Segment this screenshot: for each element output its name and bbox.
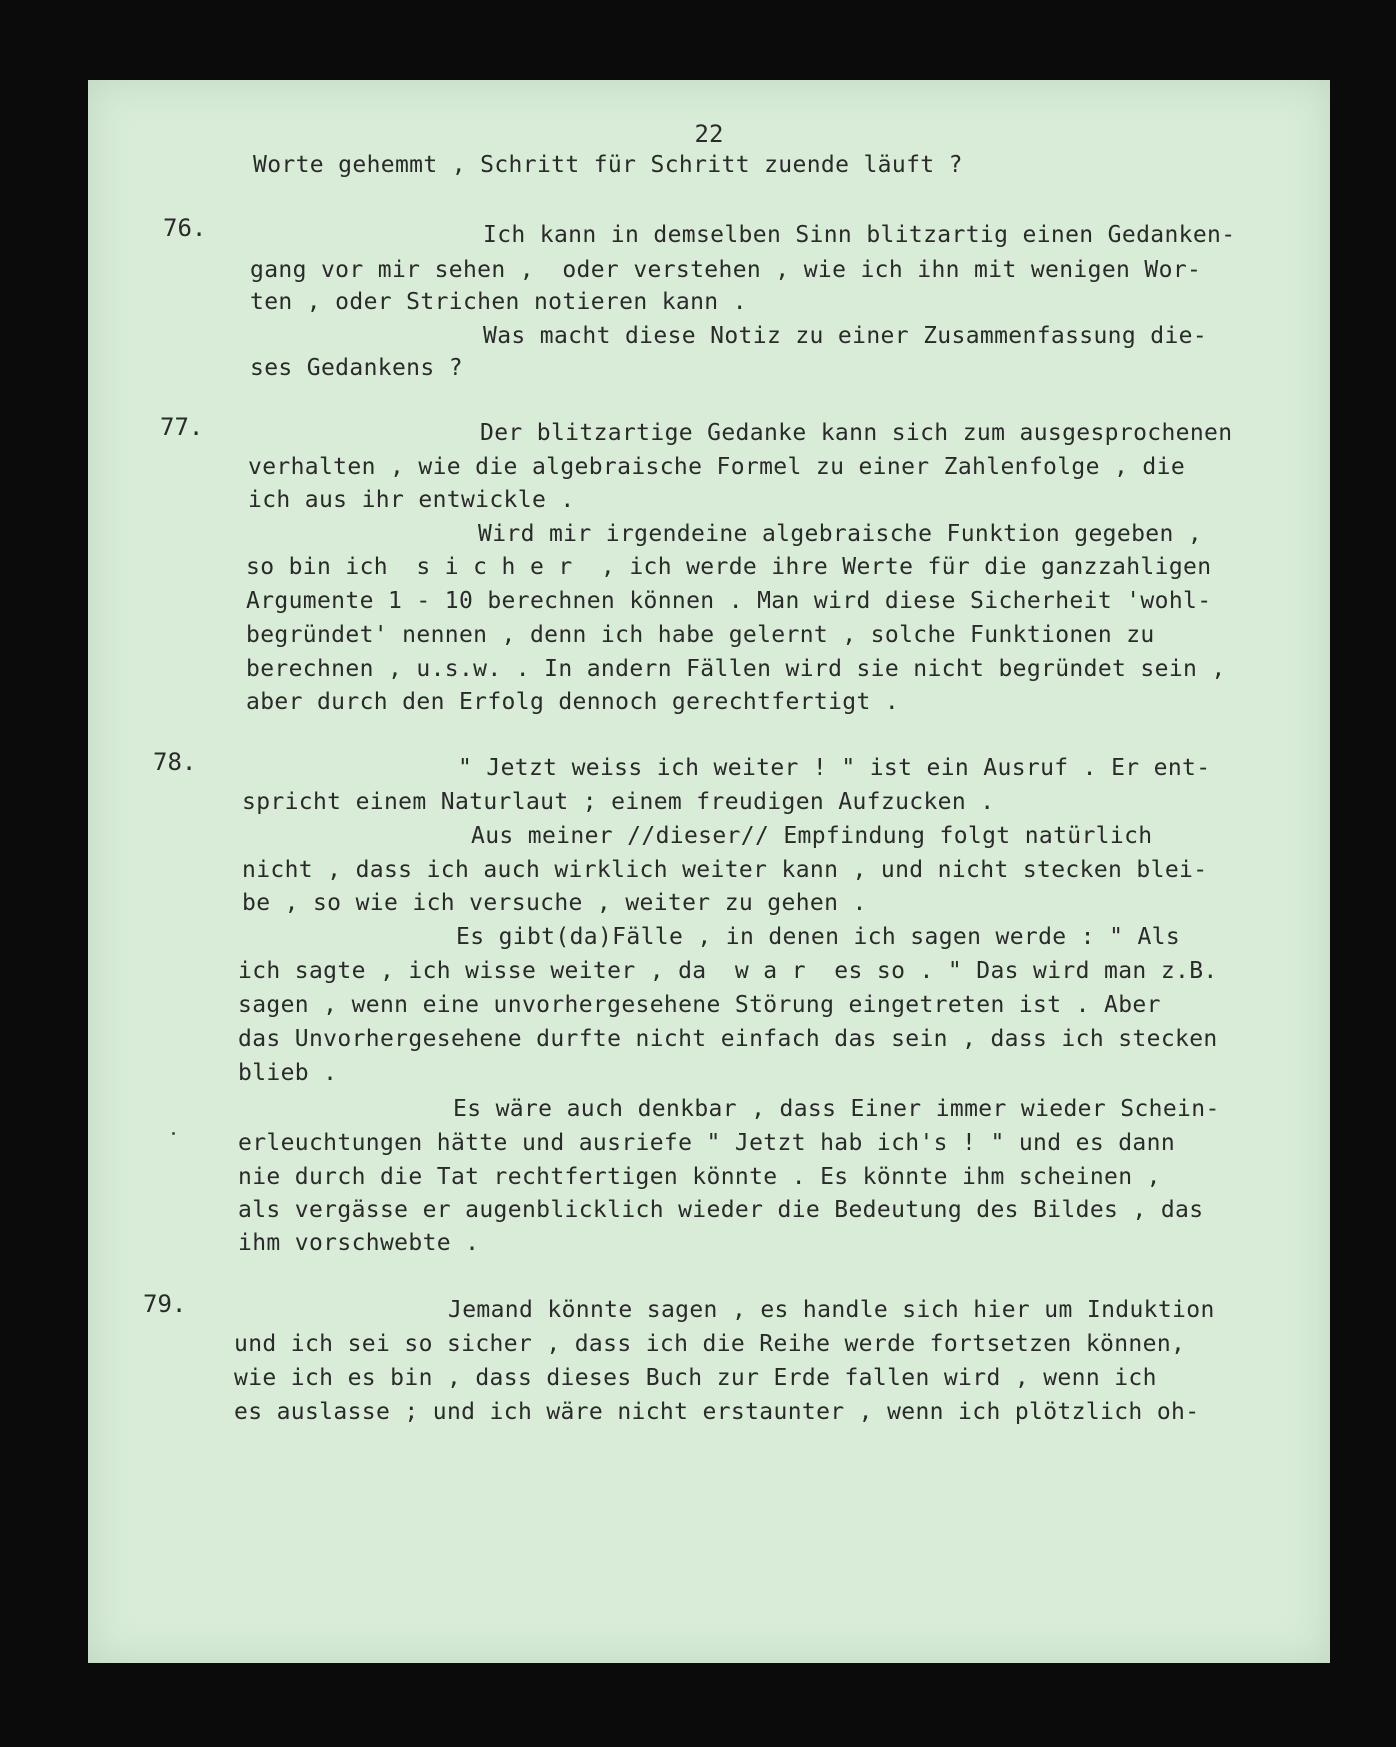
text-line: begründet' nennen , denn ich habe gelernt , solche Funktionen zu [246,622,1155,648]
typewritten-page [88,80,1330,1663]
text-line: gang vor mir sehen , oder verstehen , wie ich ihn mit wenigen Wor- [250,257,1202,283]
text-line: Der blitzartige Gedanke kann sich zum ausgesprochenen [480,420,1233,446]
text-line: Aus meiner //dieser// Empfindung folgt natürlich [471,823,1153,849]
text-line: be , so wie ich versuche , weiter zu gehen . [242,890,867,916]
text-line: Es wäre auch denkbar , dass Einer immer wieder Schein- [453,1096,1220,1122]
stray-ink-dot [172,1132,175,1135]
paragraph-number-77: 77. [160,413,204,441]
page-number: 22 [694,120,724,148]
text-line: sagen , wenn eine unvorhergesehene Störung eingetreten ist . Aber [238,992,1161,1018]
text-line: als vergässe er augenblicklich wieder die Bedeutung des Bildes , das [238,1197,1204,1223]
text-line: spricht einem Naturlaut ; einem freudigen Aufzucken . [242,789,995,815]
text-line: ich aus ihr entwickle . [248,487,575,513]
text-line: Worte gehemmt , Schritt für Schritt zuende läuft ? [253,152,963,178]
text-line: Argumente 1 - 10 berechnen können . Man wird diese Sicherheit 'wohl- [246,588,1212,614]
text-line: nie durch die Tat rechtfertigen könnte . Es könnte ihm scheinen , [238,1164,1161,1190]
text-line: Es gibt(da)Fälle , in denen ich sagen werde : " Als [456,924,1181,950]
paragraph-number-79: 79. [143,1290,187,1318]
text-line: erleuchtungen hätte und ausriefe " Jetzt hab ich's ! " und es dann [238,1130,1176,1156]
text-line: wie ich es bin , dass dieses Buch zur Erde fallen wird , wenn ich [234,1365,1157,1391]
text-line: ihm vorschwebte . [238,1230,480,1256]
paragraph-number-78: 78. [153,748,197,776]
paragraph-number-76: 76. [163,214,207,242]
text-line: ten , oder Strichen notieren kann . [250,289,747,315]
text-line: so bin ich s i c h e r , ich werde ihre Werte für die ganzzahligen [246,554,1212,580]
text-line: Was macht diese Notiz zu einer Zusammenfassung die- [483,323,1208,349]
text-line: " Jetzt weiss ich weiter ! " ist ein Ausruf . Er ent- [458,755,1211,781]
text-line: Wird mir irgendeine algebraische Funktion gegeben , [478,521,1203,547]
text-line: Jemand könnte sagen , es handle sich hier um Induktion [448,1297,1215,1323]
text-line: berechnen , u.s.w. . In andern Fällen wird sie nicht begründet sein , [246,656,1226,682]
text-line: ich sagte , ich wisse weiter , da w a r es so . " Das wird man z.B. [238,958,1218,984]
text-line: und ich sei so sicher , dass ich die Reihe werde fortsetzen können, [234,1331,1186,1357]
text-line: das Unvorhergesehene durfte nicht einfach das sein , dass ich stecken [238,1026,1218,1052]
text-line: Ich kann in demselben Sinn blitzartig einen Gedanken- [483,222,1236,248]
text-line: nicht , dass ich auch wirklich weiter kann , und nicht stecken blei- [242,857,1208,883]
text-line: aber durch den Erfolg dennoch gerechtfertigt . [246,689,900,715]
text-line: verhalten , wie die algebraische Formel zu einer Zahlenfolge , die [248,454,1186,480]
text-line: es auslasse ; und ich wäre nicht erstaunter , wenn ich plötzlich oh- [234,1399,1200,1425]
text-line: ses Gedankens ? [250,355,463,381]
text-line: blieb . [238,1060,338,1086]
